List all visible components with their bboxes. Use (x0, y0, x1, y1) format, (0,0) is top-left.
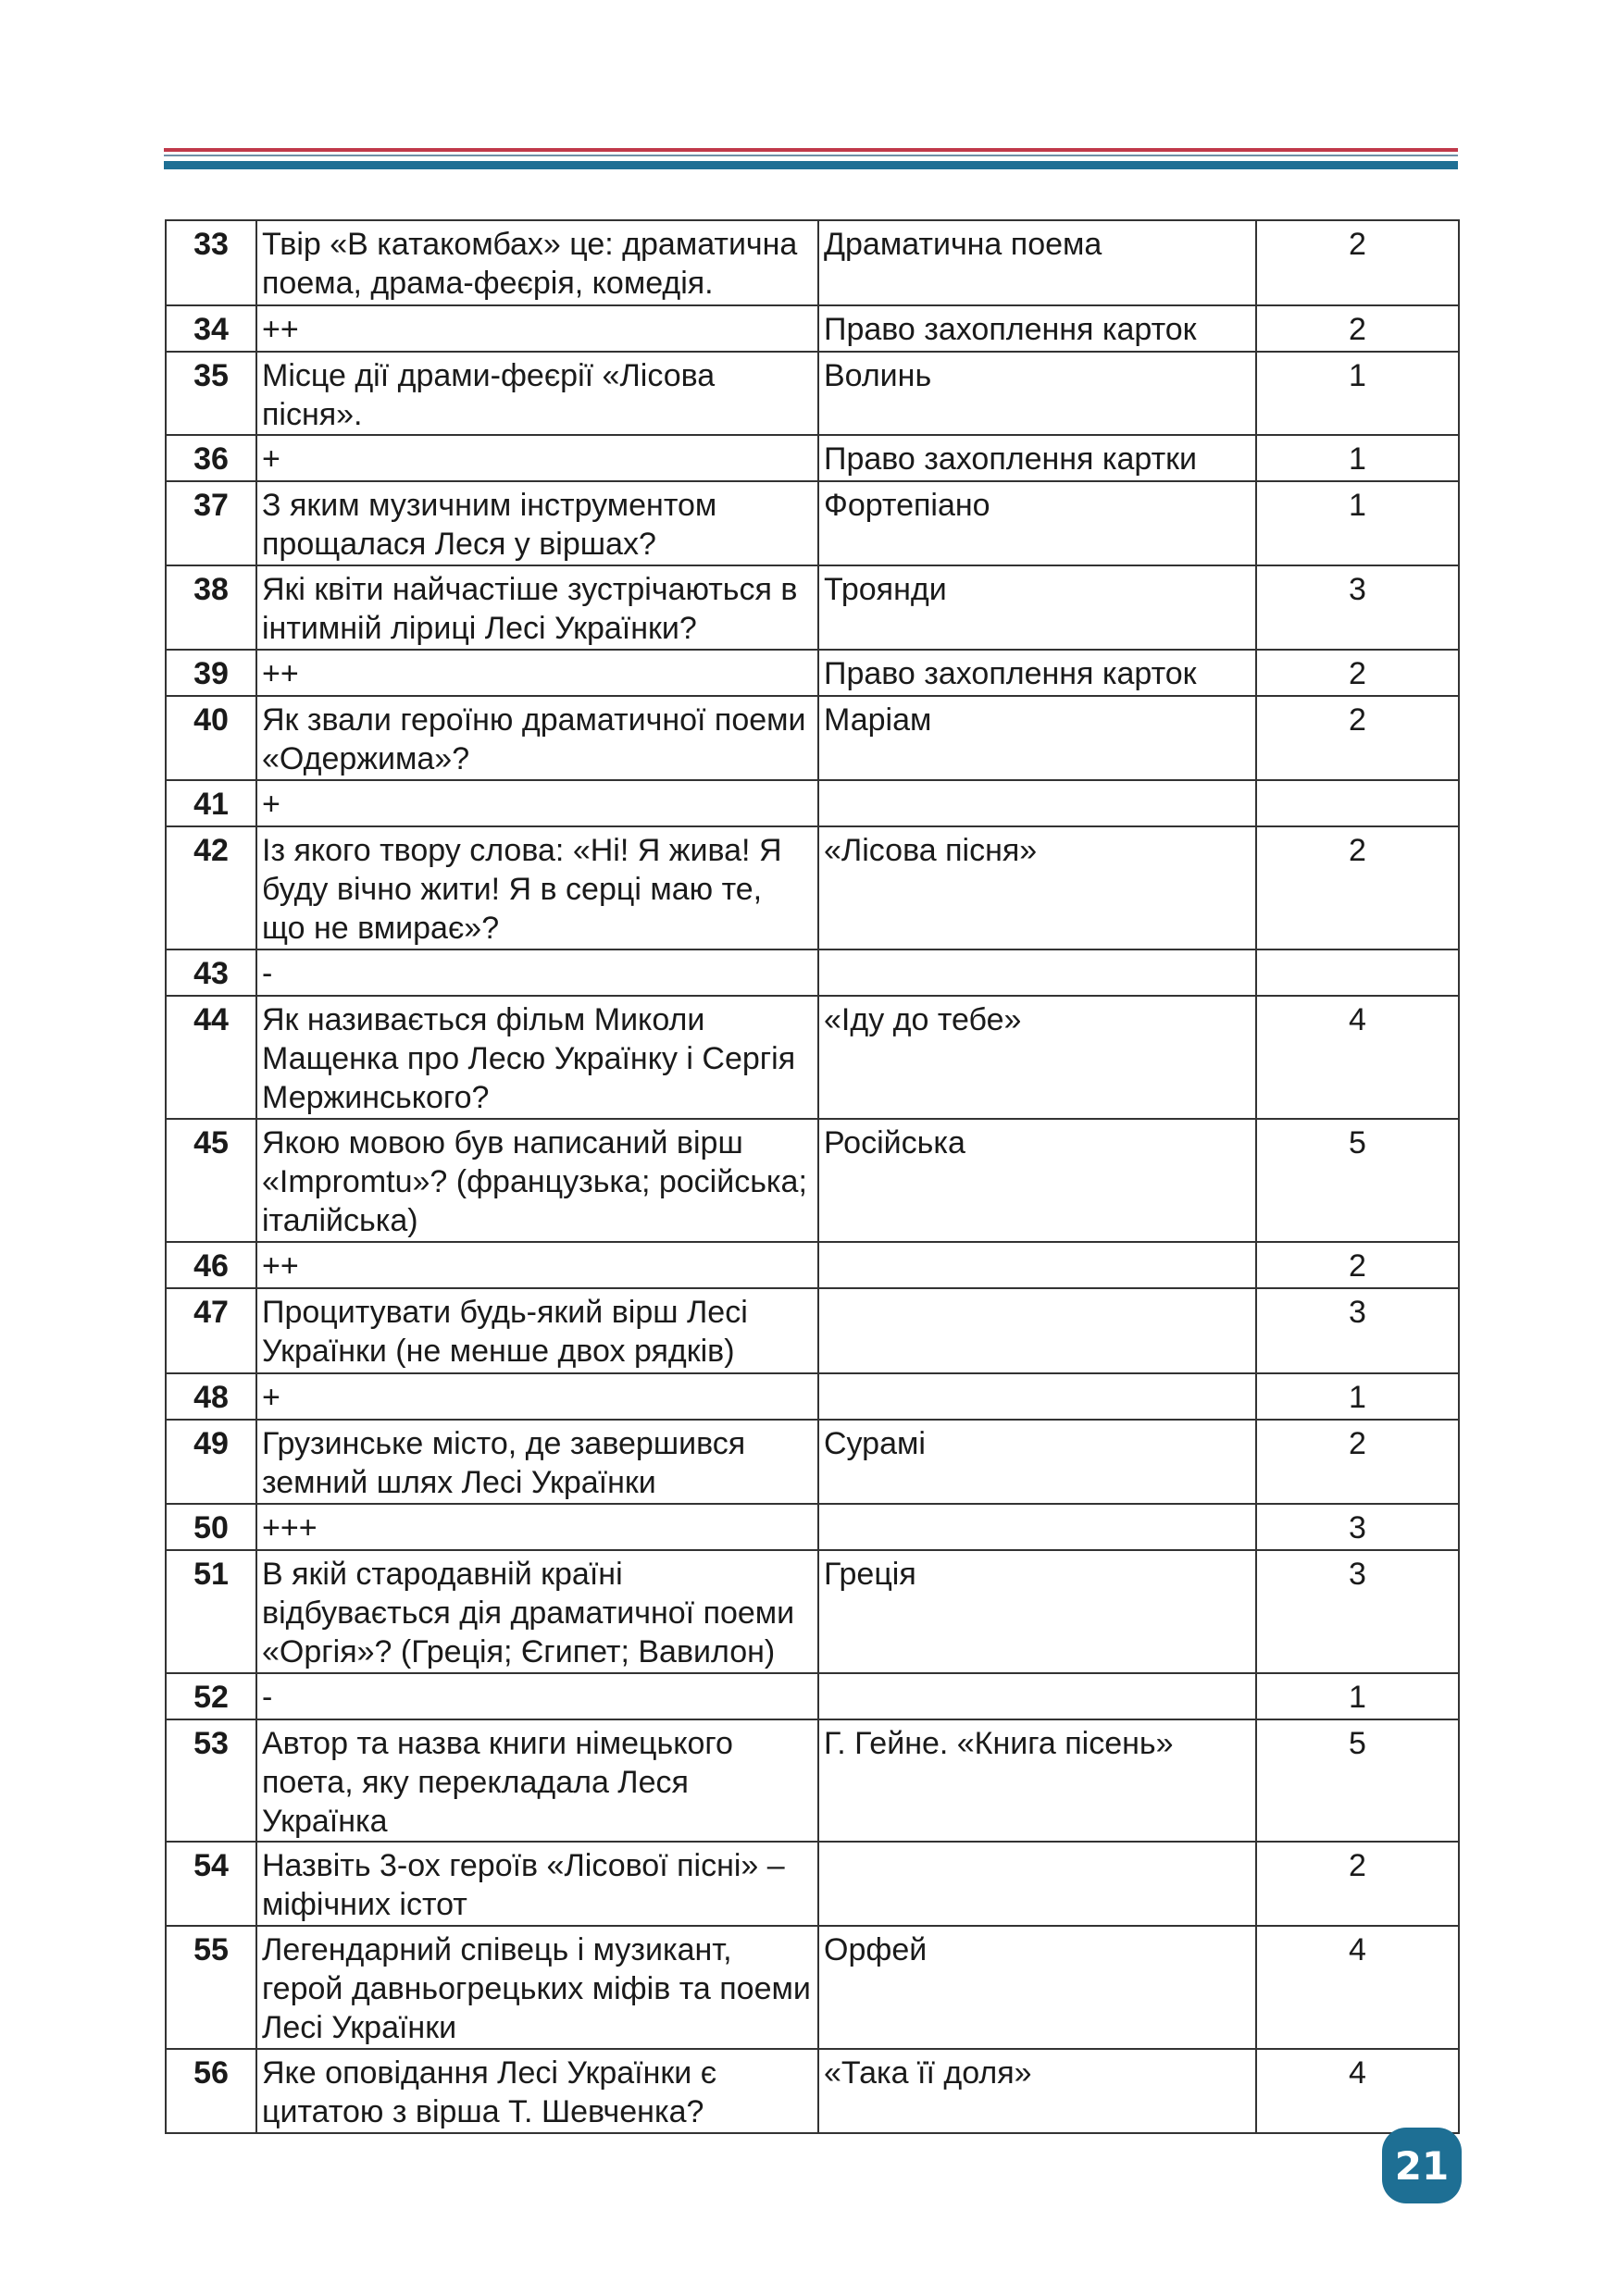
row-number: 49 (166, 1420, 256, 1504)
points-cell: 5 (1256, 1719, 1459, 1842)
points-cell: 2 (1256, 826, 1459, 949)
answer-cell: «Лісова пісня» (818, 826, 1256, 949)
points-cell: 2 (1256, 696, 1459, 780)
points-cell: 4 (1256, 2049, 1459, 2133)
table-row (166, 1119, 1459, 1242)
question-cell: Місце дії драми-феєрії «Лісова пісня». (256, 352, 818, 435)
points-cell: 3 (1256, 1504, 1459, 1550)
header-rule-thin (164, 155, 1458, 156)
answer-cell: Орфей (818, 1926, 1256, 2049)
answer-cell: Г. Гейне. «Книга пісень» (818, 1719, 1256, 1842)
table-row (166, 305, 1459, 352)
table-row (166, 1842, 1459, 1926)
question-cell: ++ (256, 305, 818, 352)
points-cell: 2 (1256, 650, 1459, 696)
table-row (166, 1550, 1459, 1673)
row-number: 52 (166, 1673, 256, 1719)
row-number: 50 (166, 1504, 256, 1550)
row-number: 42 (166, 826, 256, 949)
answer-cell: Сурамі (818, 1420, 1256, 1504)
row-number: 43 (166, 949, 256, 996)
question-cell: Автор та назва книги німецького поета, яку перекладала Леся Українка (256, 1719, 818, 1842)
answer-cell: Право захоплення карток (818, 650, 1256, 696)
row-number: 46 (166, 1242, 256, 1288)
points-cell: 4 (1256, 996, 1459, 1119)
question-cell: + (256, 780, 818, 826)
row-number: 53 (166, 1719, 256, 1842)
row-number: 45 (166, 1119, 256, 1242)
answer-cell: «Така її доля» (818, 2049, 1256, 2133)
points-cell: 3 (1256, 565, 1459, 650)
table-row (166, 2049, 1459, 2133)
points-cell: 1 (1256, 1673, 1459, 1719)
table-row (166, 1673, 1459, 1719)
table-row (166, 1420, 1459, 1504)
row-number: 51 (166, 1550, 256, 1673)
points-cell: 3 (1256, 1288, 1459, 1373)
quiz-table-body (166, 220, 1459, 2133)
row-number: 47 (166, 1288, 256, 1373)
answer-cell: Право захоплення картки (818, 435, 1256, 481)
points-cell: 2 (1256, 1842, 1459, 1926)
row-number: 34 (166, 305, 256, 352)
answer-cell (818, 1373, 1256, 1420)
row-number: 40 (166, 696, 256, 780)
question-cell: Якою мовою був написаний вірш «Impromtu»? (французька; російська; італійська) (256, 1119, 818, 1242)
question-cell: Яке оповідання Лесі Українки є цитатою з вірша Т. Шевченка? (256, 2049, 818, 2133)
answer-cell (818, 1842, 1256, 1926)
answer-cell (818, 1504, 1256, 1550)
row-number: 48 (166, 1373, 256, 1420)
row-number: 41 (166, 780, 256, 826)
table-row (166, 352, 1459, 435)
table-row (166, 826, 1459, 949)
table-row (166, 1926, 1459, 2049)
points-cell: 2 (1256, 1420, 1459, 1504)
question-cell: ++ (256, 1242, 818, 1288)
table-row (166, 435, 1459, 481)
points-cell: 1 (1256, 481, 1459, 565)
answer-cell (818, 1673, 1256, 1719)
question-cell: В якій стародавній країні відбувається дія драматичної поеми «Оргія»? (Греція; Єгипет; Вавилон) (256, 1550, 818, 1673)
answer-cell: Маріам (818, 696, 1256, 780)
points-cell: 5 (1256, 1119, 1459, 1242)
table-row (166, 696, 1459, 780)
question-cell: Які квіти найчастіше зустрічаються в інтимній ліриці Лесі Українки? (256, 565, 818, 650)
answer-cell (818, 1242, 1256, 1288)
quiz-table (165, 219, 1460, 2134)
page-number: 21 (1394, 2142, 1450, 2189)
row-number: 37 (166, 481, 256, 565)
row-number: 33 (166, 220, 256, 305)
question-cell: Твір «В катакомбах» це: драматична поема, драма-феєрія, комедія. (256, 220, 818, 305)
table-row (166, 565, 1459, 650)
points-cell (1256, 949, 1459, 996)
answer-cell: Російська (818, 1119, 1256, 1242)
answer-cell (818, 1288, 1256, 1373)
points-cell: 1 (1256, 1373, 1459, 1420)
points-cell: 1 (1256, 352, 1459, 435)
table-row (166, 1373, 1459, 1420)
table-row (166, 780, 1459, 826)
row-number: 54 (166, 1842, 256, 1926)
row-number: 39 (166, 650, 256, 696)
answer-cell: Драматична поема (818, 220, 1256, 305)
question-cell: З яким музичним інструментом прощалася Леся у віршах? (256, 481, 818, 565)
question-cell: Із якого твору слова: «Ні! Я жива! Я буду вічно жити! Я в серці маю те, що не вмирає»? (256, 826, 818, 949)
answer-cell (818, 780, 1256, 826)
question-cell: Процитувати будь-який вірш Лесі Українки (не менше двох рядків) (256, 1288, 818, 1373)
points-cell: 4 (1256, 1926, 1459, 2049)
table-row (166, 650, 1459, 696)
question-cell: Як називається фільм Миколи Мащенка про Лесю Українку і Сергія Мержинського? (256, 996, 818, 1119)
question-cell: Як звали героїню драматичної поеми «Одержима»? (256, 696, 818, 780)
answer-cell: Троянди (818, 565, 1256, 650)
row-number: 35 (166, 352, 256, 435)
question-cell: - (256, 949, 818, 996)
row-number: 44 (166, 996, 256, 1119)
answer-cell: «Іду до тебе» (818, 996, 1256, 1119)
answer-cell: Право захоплення карток (818, 305, 1256, 352)
points-cell: 2 (1256, 220, 1459, 305)
question-cell: ++ (256, 650, 818, 696)
question-cell: Назвіть 3-ох героїв «Лісової пісні» – міфічних істот (256, 1842, 818, 1926)
question-cell: +++ (256, 1504, 818, 1550)
question-cell: Легендарний співець і музикант, герой давньогрецьких міфів та поеми Лесі Українки (256, 1926, 818, 2049)
points-cell: 2 (1256, 1242, 1459, 1288)
table-row (166, 220, 1459, 305)
row-number: 36 (166, 435, 256, 481)
question-cell: + (256, 1373, 818, 1420)
question-cell: Грузинське місто, де завершився земний шлях Лесі Українки (256, 1420, 818, 1504)
points-cell (1256, 780, 1459, 826)
question-cell: - (256, 1673, 818, 1719)
table-row (166, 996, 1459, 1119)
answer-cell (818, 949, 1256, 996)
row-number: 56 (166, 2049, 256, 2133)
answer-cell: Волинь (818, 352, 1256, 435)
page-number-badge (1382, 2128, 1462, 2203)
table-row (166, 1504, 1459, 1550)
points-cell: 2 (1256, 305, 1459, 352)
table-row (166, 1719, 1459, 1842)
table-row (166, 1288, 1459, 1373)
header-rule-blue (164, 161, 1458, 169)
answer-cell: Фортепіано (818, 481, 1256, 565)
table-row (166, 949, 1459, 996)
answer-cell: Греція (818, 1550, 1256, 1673)
row-number: 55 (166, 1926, 256, 2049)
table-row (166, 1242, 1459, 1288)
points-cell: 3 (1256, 1550, 1459, 1673)
points-cell: 1 (1256, 435, 1459, 481)
question-cell: + (256, 435, 818, 481)
table-row (166, 481, 1459, 565)
row-number: 38 (166, 565, 256, 650)
